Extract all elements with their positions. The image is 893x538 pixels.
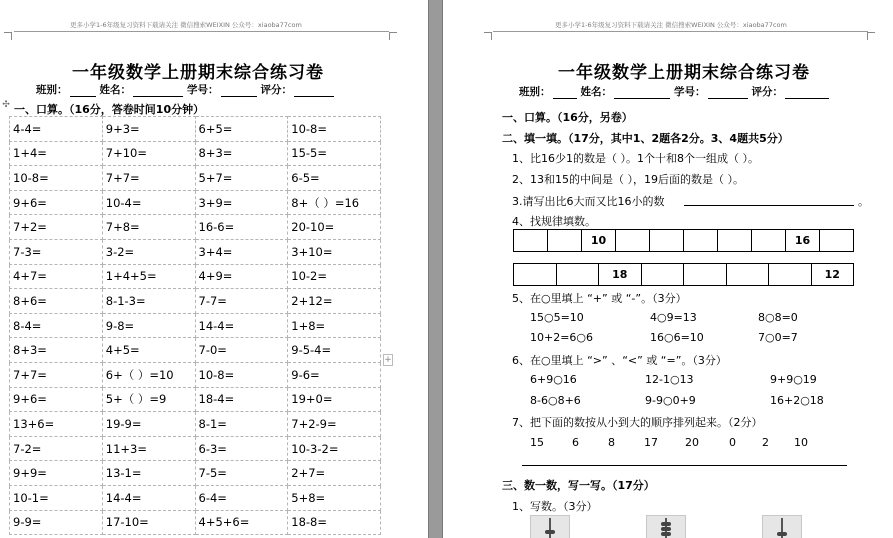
pattern-cell[interactable] — [820, 230, 854, 252]
oral-problem-cell[interactable]: 1+4+5= — [102, 264, 195, 289]
question-3-answer-line[interactable] — [684, 205, 854, 206]
oral-problem-cell[interactable]: 7+2= — [10, 215, 103, 240]
q7-number: 0 — [729, 436, 736, 449]
oral-problem-cell[interactable]: 7+7= — [102, 166, 195, 191]
number-field[interactable] — [708, 89, 748, 99]
q6-item: 8-6○8+6 — [530, 394, 581, 407]
pattern-cell[interactable]: 10 — [582, 230, 616, 252]
oral-problem-cell[interactable]: 10-8= — [10, 166, 103, 191]
oral-problem-cell[interactable]: 8+3= — [195, 141, 288, 166]
oral-problem-cell[interactable]: 10-8= — [195, 362, 288, 387]
pattern-cell[interactable] — [556, 264, 599, 286]
oral-problem-cell[interactable]: 8-1-3= — [102, 289, 195, 314]
oral-problem-cell[interactable]: 20-10= — [288, 215, 381, 240]
oral-problem-cell[interactable]: 7-0= — [195, 338, 288, 363]
oral-problem-cell[interactable]: 4-4= — [10, 117, 103, 142]
abacus-bead — [545, 530, 555, 534]
section-oral-heading: 一、口算。（16分，另卷） — [502, 111, 633, 124]
section3-question-1: 1、写数。（3分） — [512, 500, 598, 513]
header-rule — [493, 31, 868, 32]
question-3: 3.请写出比6大而又比16小的数 — [512, 195, 665, 208]
q7-number: 2 — [762, 436, 769, 449]
oral-problem-cell[interactable]: 8+（ ）=16 — [288, 190, 381, 215]
oral-problem-cell[interactable]: 14-4= — [102, 485, 195, 510]
oral-problem-cell[interactable]: 6-5= — [288, 166, 381, 191]
oral-problem-cell[interactable]: 9-9= — [10, 510, 103, 535]
table-resize-handle-icon[interactable]: + — [384, 355, 392, 365]
oral-problem-cell[interactable]: 9+6= — [10, 190, 103, 215]
oral-problem-cell[interactable]: 15-5= — [288, 141, 381, 166]
oral-problem-cell[interactable]: 13-1= — [102, 461, 195, 486]
abacus-rod — [549, 518, 551, 538]
number-field[interactable] — [221, 87, 257, 97]
oral-problem-cell[interactable]: 8-4= — [10, 313, 103, 338]
abacus-bead — [661, 527, 671, 531]
oral-problem-cell[interactable]: 9-8= — [102, 313, 195, 338]
left-page — [0, 0, 428, 538]
crop-mark — [4, 32, 12, 40]
oral-problem-cell[interactable]: 5+（ ）=9 — [102, 387, 195, 412]
q5-item: 8○8=0 — [758, 311, 798, 324]
q7-number: 6 — [572, 436, 579, 449]
name-label: 姓名： — [580, 86, 612, 98]
pattern-table-2 — [513, 263, 854, 286]
q6-item: 16+2○18 — [770, 394, 824, 407]
q7-number: 15 — [530, 436, 544, 449]
oral-problem-cell[interactable]: 17-10= — [102, 510, 195, 535]
oral-problem-cell[interactable]: 1+4= — [10, 141, 103, 166]
section-count-heading: 三、数一数，写一写。（17分） — [502, 479, 655, 492]
oral-problem-cell[interactable]: 2+12= — [288, 289, 381, 314]
q5-item: 4○9=13 — [650, 311, 697, 324]
pattern-cell[interactable] — [718, 230, 752, 252]
q5-item: 15○5=10 — [530, 311, 584, 324]
header-note: 更多小学1-6年级复习资料下载请关注 微信搜索WEIXIN 公众号：xiaoba77com — [70, 21, 302, 29]
score-field[interactable] — [294, 87, 334, 97]
q6-item: 6+9○16 — [530, 373, 577, 386]
pattern-cell[interactable] — [616, 230, 650, 252]
section-fill-heading: 二、填一填。（17分，其中1、2题各2分。3、4题共5分） — [502, 132, 789, 145]
oral-problem-cell[interactable]: 7+10= — [102, 141, 195, 166]
oral-problem-cell[interactable]: 4+7= — [10, 264, 103, 289]
q5-item: 10+2=6○6 — [530, 331, 594, 344]
name-label: 姓名： — [99, 84, 131, 96]
oral-problem-cell[interactable]: 7-2= — [10, 436, 103, 461]
q7-number: 10 — [794, 436, 808, 449]
crop-mark — [389, 32, 397, 40]
oral-problem-cell[interactable]: 10-2= — [288, 264, 381, 289]
oral-problem-cell[interactable]: 3+4= — [195, 239, 288, 264]
oral-problem-cell[interactable]: 10-3-2= — [288, 436, 381, 461]
q7-number: 17 — [644, 436, 658, 449]
crop-mark — [484, 32, 492, 40]
oral-problem-cell[interactable]: 7+8= — [102, 215, 195, 240]
class-label: 班别： — [519, 86, 551, 98]
table-row — [10, 313, 381, 338]
q7-answer-line[interactable] — [522, 465, 847, 466]
pattern-cell[interactable] — [726, 264, 769, 286]
pattern-cell[interactable] — [641, 264, 684, 286]
student-info-row — [36, 82, 338, 97]
q7-number: 20 — [685, 436, 699, 449]
oral-problem-cell[interactable]: 6+5= — [195, 117, 288, 142]
section-oral-heading: 一、口算。（16分，答卷时间10分钟） — [14, 103, 205, 116]
question-1: 1、比16少1的数是（ ）。1个十和8个一组成（ ）。 — [512, 152, 759, 165]
oral-problem-cell[interactable]: 9-5-4= — [288, 338, 381, 363]
oral-problem-cell[interactable]: 11+3= — [102, 436, 195, 461]
pattern-cell[interactable]: 18 — [599, 264, 642, 286]
oral-problem-cell[interactable]: 10-4= — [102, 190, 195, 215]
pattern-table-1 — [513, 229, 854, 252]
abacus-image — [530, 515, 570, 538]
table-row — [10, 461, 381, 486]
pattern-cell[interactable] — [548, 230, 582, 252]
oral-problem-cell[interactable]: 9+9= — [10, 461, 103, 486]
oral-problem-cell[interactable]: 9-6= — [288, 362, 381, 387]
table-row — [10, 141, 381, 166]
table-row — [10, 362, 381, 387]
oral-problem-cell[interactable]: 3+10= — [288, 239, 381, 264]
q6-item: 12-1○13 — [645, 373, 694, 386]
table-row — [10, 387, 381, 412]
oral-problem-cell[interactable]: 7+2-9= — [288, 412, 381, 437]
oral-problem-cell[interactable]: 9+3= — [102, 117, 195, 142]
oral-problem-cell[interactable]: 14-4= — [195, 313, 288, 338]
oral-problem-cell[interactable]: 5+8= — [288, 485, 381, 510]
oral-problem-cell[interactable]: 5+7= — [195, 166, 288, 191]
name-field[interactable] — [133, 87, 183, 97]
pattern-cell[interactable] — [650, 230, 684, 252]
q6-item: 9-9○0+9 — [645, 394, 696, 407]
score-label: 评分： — [260, 84, 292, 96]
abacus-bead — [777, 532, 787, 536]
page-title: 一年级数学上册期末综合练习卷 — [72, 63, 324, 83]
student-info-row — [519, 84, 833, 99]
pattern-cell[interactable] — [514, 230, 548, 252]
oral-problem-cell[interactable]: 3-2= — [102, 239, 195, 264]
abacus-image — [762, 515, 802, 538]
class-field[interactable] — [553, 89, 577, 99]
page-title: 一年级数学上册期末综合练习卷 — [558, 63, 810, 83]
oral-problem-cell[interactable]: 18-4= — [195, 387, 288, 412]
q5-item: 7○0=7 — [758, 331, 798, 344]
oral-problem-cell[interactable]: 13+6= — [10, 412, 103, 437]
table-row — [10, 215, 381, 240]
table-row — [10, 289, 381, 314]
pattern-cell[interactable] — [752, 230, 786, 252]
oral-problem-cell[interactable]: 16-6= — [195, 215, 288, 240]
page-gap — [428, 0, 443, 538]
crop-mark — [867, 32, 875, 40]
oral-problem-cell[interactable]: 7-5= — [195, 461, 288, 486]
oral-problem-cell[interactable]: 10-8= — [288, 117, 381, 142]
table-row — [10, 338, 381, 363]
oral-problem-cell[interactable]: 4+9= — [195, 264, 288, 289]
abacus-bead — [661, 522, 671, 526]
question-4: 4、找规律填数。 — [512, 215, 596, 228]
q6-item: 9+9○19 — [770, 373, 817, 386]
oral-problem-cell[interactable]: 2+7= — [288, 461, 381, 486]
table-row — [10, 166, 381, 191]
table-row — [10, 436, 381, 461]
header-note: 更多小学1-6年级复习资料下载请关注 微信搜索WEIXIN 公众号：xiaoba77com — [555, 21, 787, 29]
oral-problem-cell[interactable]: 19-9= — [102, 412, 195, 437]
number-label: 学号： — [674, 86, 706, 98]
class-field[interactable] — [70, 87, 96, 97]
oral-problem-cell[interactable]: 3+9= — [195, 190, 288, 215]
table-row — [10, 239, 381, 264]
class-label: 班别： — [36, 84, 68, 96]
table-row — [10, 264, 381, 289]
oral-problem-cell[interactable]: 9+6= — [10, 387, 103, 412]
table-row — [10, 117, 381, 142]
oral-problem-cell[interactable]: 1+8= — [288, 313, 381, 338]
oral-problem-cell[interactable]: 18-8= — [288, 510, 381, 535]
oral-problem-cell[interactable]: 7-3= — [10, 239, 103, 264]
abacus-bead — [661, 532, 671, 536]
table-row — [10, 412, 381, 437]
oral-problem-cell[interactable]: 4+5= — [102, 338, 195, 363]
q7-number: 8 — [608, 436, 615, 449]
table-row — [10, 510, 381, 535]
oral-problem-cell[interactable]: 7-7= — [195, 289, 288, 314]
question-3-end: 。 — [858, 195, 869, 208]
pattern-cell[interactable] — [769, 264, 812, 286]
abacus-image — [646, 515, 686, 538]
oral-problem-cell[interactable]: 8+3= — [10, 338, 103, 363]
pattern-cell[interactable] — [684, 230, 718, 252]
oral-problem-cell[interactable]: 6-4= — [195, 485, 288, 510]
score-label: 评分： — [751, 86, 783, 98]
pattern-cell[interactable]: 12 — [811, 264, 854, 286]
oral-problem-cell[interactable]: 8+6= — [10, 289, 103, 314]
question-7: 7、把下面的数按从小到大的顺序排列起来。（2分） — [512, 416, 763, 429]
oral-problem-cell[interactable]: 7+7= — [10, 362, 103, 387]
oral-problem-cell[interactable]: 10-1= — [10, 485, 103, 510]
header-rule — [14, 31, 389, 32]
question-6: 6、在○里填上 “>” 、“<” 或 “=”。（3分） — [512, 354, 727, 367]
oral-problem-cell[interactable]: 8-1= — [195, 412, 288, 437]
oral-problem-cell[interactable]: 6-3= — [195, 436, 288, 461]
table-move-handle-icon[interactable]: ✣ — [2, 100, 10, 110]
oral-problem-cell[interactable]: 6+（ ）=10 — [102, 362, 195, 387]
pattern-cell[interactable] — [684, 264, 727, 286]
question-2: 2、13和15的中间是（ ），19后面的数是（ ）。 — [512, 173, 744, 186]
pattern-cell[interactable]: 16 — [786, 230, 820, 252]
pattern-cell[interactable] — [514, 264, 557, 286]
oral-problem-cell[interactable]: 19+0= — [288, 387, 381, 412]
table-row — [10, 485, 381, 510]
q5-item: 16○6=10 — [650, 331, 704, 344]
oral-arithmetic-table — [9, 116, 381, 535]
number-label: 学号： — [187, 84, 219, 96]
question-5: 5、在○里填上 “+” 或 “-”。（3分） — [512, 292, 687, 305]
name-field[interactable] — [614, 89, 670, 99]
score-field[interactable] — [785, 89, 829, 99]
table-row — [10, 190, 381, 215]
oral-problem-cell[interactable]: 4+5+6= — [195, 510, 288, 535]
